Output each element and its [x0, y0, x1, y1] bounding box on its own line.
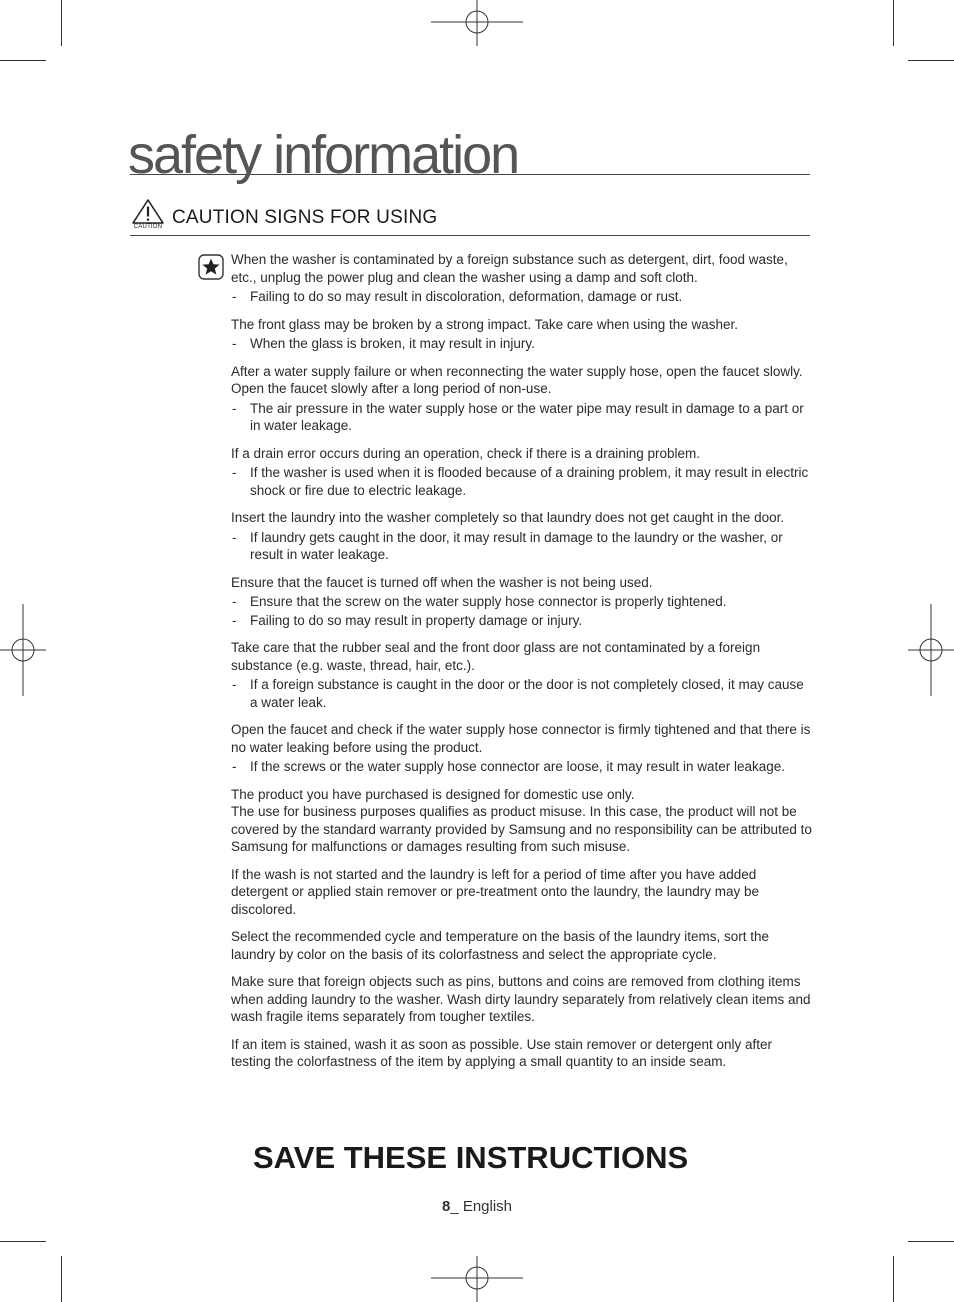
caution-text: The product you have purchased is designed for domestic use only. [231, 786, 635, 802]
crop-mark [893, 1256, 894, 1302]
page-title-bar [128, 112, 810, 185]
consequence-list [231, 529, 813, 564]
caution-text: Select the recommended cycle and temperature on the basis of the laundry items, sort the laundry by color on the basis of its colorfastness and select the appropriate cycle. [231, 929, 770, 962]
section-title: CAUTION SIGNS FOR USING [172, 207, 438, 228]
caution-item [231, 363, 813, 435]
caution-item [231, 721, 813, 776]
registration-mark-icon [431, 0, 523, 46]
consequence-item: - Failing to do so may result in property damage or injury. [231, 612, 813, 630]
star-note-icon [198, 254, 224, 280]
caution-item [231, 928, 813, 963]
caution-item [231, 445, 813, 500]
consequence-list [231, 288, 813, 306]
page-footer [0, 1198, 954, 1215]
consequence-item: - If laundry gets caught in the door, it may result in damage to the laundry or the washer, or result in water leakage. [231, 529, 813, 564]
caution-item [231, 574, 813, 630]
consequence-item: - The air pressure in the water supply hose or the water pipe may result in damage to a part or in water leakage. [231, 400, 813, 435]
consequence-list [231, 593, 813, 629]
caution-item [231, 316, 813, 353]
caution-item [231, 639, 813, 711]
caution-text: The front glass may be broken by a strong impact. Take care when using the washer. [231, 316, 739, 332]
caution-text: If an item is stained, wash it as soon as possible. Use stain remover or detergent only after testing the colorfastness of the item by applying a small quantity to an inside seam. [231, 1036, 773, 1069]
section-heading [130, 198, 810, 236]
caution-text: Open the faucet and check if the water supply hose connector is firmly tightened and that there is no water leaking before using the product. [231, 722, 811, 755]
caution-item [231, 509, 813, 564]
consequence-item: - Ensure that the screw on the water supply hose connector is properly tightened. [231, 593, 813, 611]
consequence-list [231, 676, 813, 711]
caution-text: Ensure that the faucet is turned off when the washer is not being used. [231, 574, 653, 590]
consequence-list [231, 758, 813, 776]
caution-list [231, 251, 813, 1081]
caution-text: Insert the laundry into the washer completely so that laundry does not get caught in the door. [231, 510, 785, 525]
caution-text: Take care that the rubber seal and the front door glass are not contaminated by a foreign substance (e.g. waste, thread, hair, etc.). [231, 640, 761, 673]
registration-mark-icon [908, 604, 954, 696]
caution-item [231, 973, 813, 1026]
crop-mark [61, 0, 62, 46]
caution-text: If a drain error occurs during an operation, check if there is a draining problem. [231, 445, 700, 461]
consequence-item: - If a foreign substance is caught in the door or the door is not completely closed, it may cause a water leak. [231, 676, 813, 711]
page-number: 8 [441, 1198, 451, 1215]
consequence-item: - If the screws or the water supply hose connector are loose, it may result in water leakage. [231, 758, 813, 776]
consequence-list [231, 335, 813, 353]
registration-mark-icon [0, 604, 46, 696]
crop-mark [0, 1241, 46, 1242]
consequence-item: - When the glass is broken, it may result in injury. [231, 335, 813, 353]
caution-label: CAUTION [133, 224, 163, 230]
consequence-item: - If the washer is used when it is flooded because of a draining problem, it may result in electric shock or fire due to electric leakage. [231, 464, 813, 499]
warning-triangle-icon [130, 198, 166, 224]
consequence-list [231, 464, 813, 499]
footer-separator: _ [450, 1198, 463, 1215]
registration-mark-icon [431, 1256, 523, 1302]
caution-item [231, 786, 813, 856]
caution-text: If the wash is not started and the laundry is left for a period of time after you have added detergent or applied stain remover or pre-treatment onto the laundry, the laundry may be discolored. [231, 866, 760, 917]
caution-text: Make sure that foreign objects such as pins, buttons and coins are removed from clothing items when adding laundry to the washer. Wash dirty laundry separately from relatively clean items and wash fragile items separately from tougher textiles. [231, 974, 811, 1024]
caution-text: After a water supply failure or when reconnecting the water supply hose, open the faucet slowly. [231, 363, 803, 379]
footer-language: English [462, 1198, 513, 1215]
caution-text: The use for business purposes qualifies as product misuse. In this case, the product will not be covered by the standard warranty provided by Samsung and no responsibility can be attributed to Samsung for malfunctions or damages resulting from such misuse. [231, 804, 812, 854]
caution-text: When the washer is contaminated by a foreign substance such as detergent, dirt, food waste, etc., unplug the power plug and clean the washer using a damp and soft cloth. [231, 252, 788, 285]
caution-text: Open the faucet slowly after a long period of non-use. [231, 381, 552, 396]
consequence-item: - Failing to do so may result in discoloration, deformation, damage or rust. [231, 288, 813, 306]
page-title: safety information [128, 125, 519, 185]
crop-mark [908, 60, 954, 61]
crop-mark [908, 1241, 954, 1242]
caution-item [231, 866, 813, 919]
crop-mark [0, 60, 46, 61]
save-instructions-heading: SAVE THESE INSTRUCTIONS [253, 1140, 689, 1175]
crop-mark [61, 1256, 62, 1302]
consequence-list [231, 400, 813, 435]
caution-item [231, 1036, 813, 1071]
crop-mark [893, 0, 894, 46]
caution-item [231, 251, 813, 306]
caution-icon [130, 198, 166, 232]
